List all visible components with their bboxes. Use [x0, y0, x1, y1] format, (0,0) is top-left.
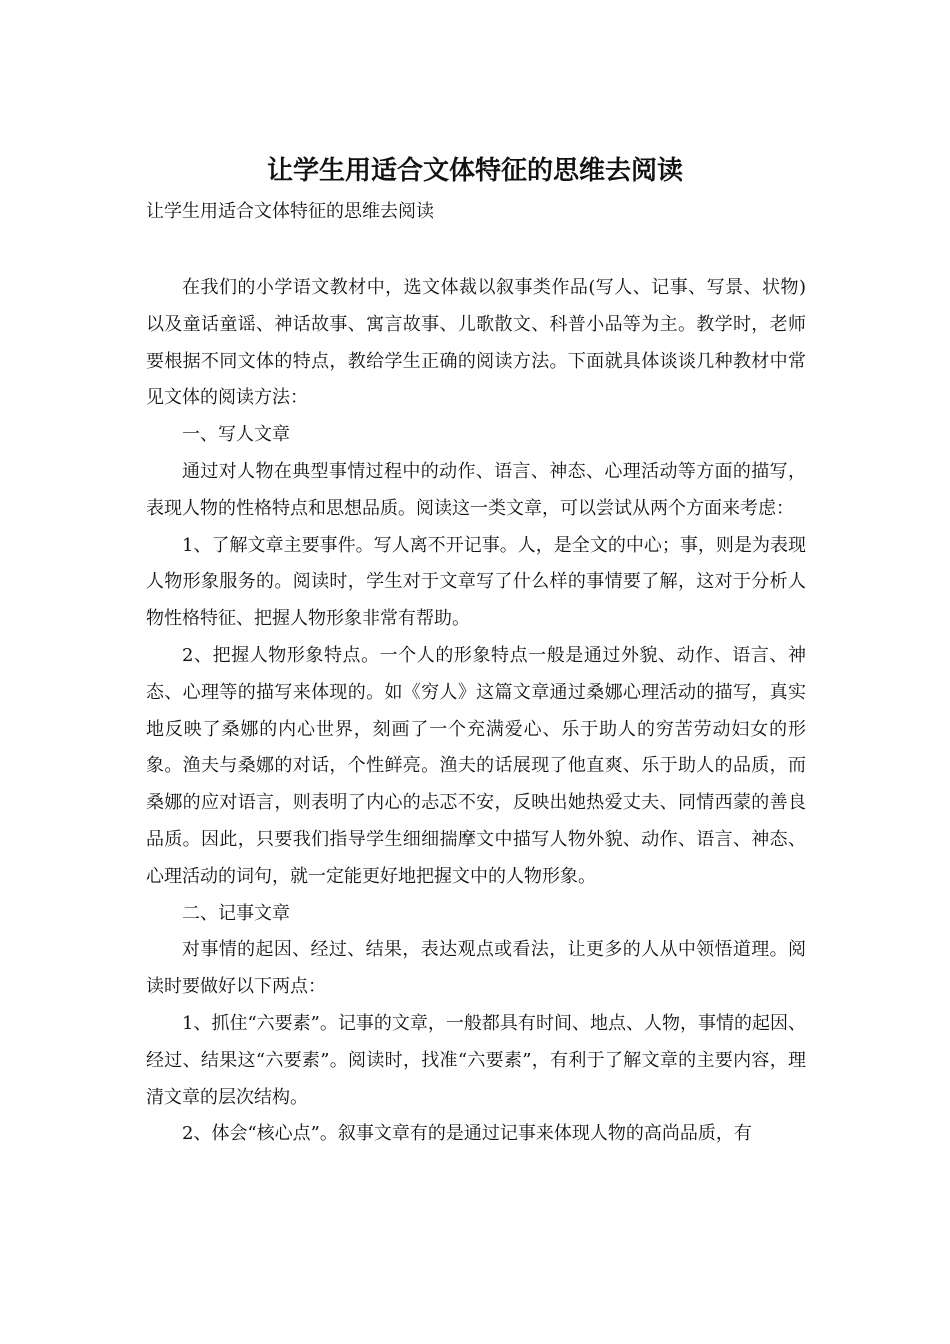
paragraph-narrative-overview: 对事情的起因、经过、结果，表达观点或看法，让更多的人从中领悟道理。阅读时要做好以下两点： — [146, 939, 806, 998]
section-heading-character: 一、写人文章 — [182, 424, 290, 446]
paragraph-character-overview: 通过对人物在典型事情过程中的动作、语言、神态、心理活动等方面的描写，表现人物的性格特点和思想品质。阅读这一类文章，可以尝试从两个方面来考虑： — [146, 460, 806, 519]
section-heading-narrative: 二、记事文章 — [182, 902, 290, 924]
paragraph-character-point-1: 1、了解文章主要事件。写人离不开记事。人，是全文的中心；事，则是为表现人物形象服务的。阅读时，学生对于文章写了什么样的事情要了解，这对于分析人物性格特征、把握人物形象非常有帮助。 — [146, 534, 806, 630]
document-body — [146, 270, 806, 1153]
paragraph-narrative-point-1: 1、抓住“六要素”。记事的文章，一般都具有时间、地点、人物，事情的起因、经过、结果这“六要素”。阅读时，找准“六要素”，有利于了解文章的主要内容，理清文章的层次结构。 — [146, 1012, 806, 1108]
document-title: 让学生用适合文体特征的思维去阅读 — [266, 156, 683, 186]
paragraph-narrative-point-2: 2、体会“核心点”。叙事文章有的是通过记事来体现人物的高尚品质，有 — [182, 1123, 752, 1145]
paragraph-intro: 在我们的小学语文教材中，选文体裁以叙事类作品(写人、记事、写景、状物)以及童话童谣、神话故事、寓言故事、儿歌散文、科普小品等为主。教学时，老师要根据不同文体的特点，教给学生正确的阅读方法。下面就具体谈谈几种教材中常见文体的阅读方法： — [146, 277, 806, 409]
document-subtitle: 让学生用适合文体特征的思维去阅读 — [146, 201, 434, 222]
paragraph-character-point-2: 2、把握人物形象特点。一个人的形象特点一般是通过外貌、动作、语言、神态、心理等的描写来体现的。如《穷人》这篇文章通过桑娜心理活动的描写，真实地反映了桑娜的内心世界，刻画了一个充满爱心、乐于助人的穷苦劳动妇女的形象。渔夫与桑娜的对话，个性鲜亮。渔夫的话展现了他直爽、乐于助人的品质，而桑娜的应对语言，则表明了内心的忐忑不安，反映出她热爱丈夫、同情西蒙的善良品质。因此，只要我们指导学生细细揣摩文中描写人物外貌、动作、语言、神态、心理活动的词句，就一定能更好地把握文中的人物形象。 — [146, 644, 806, 887]
